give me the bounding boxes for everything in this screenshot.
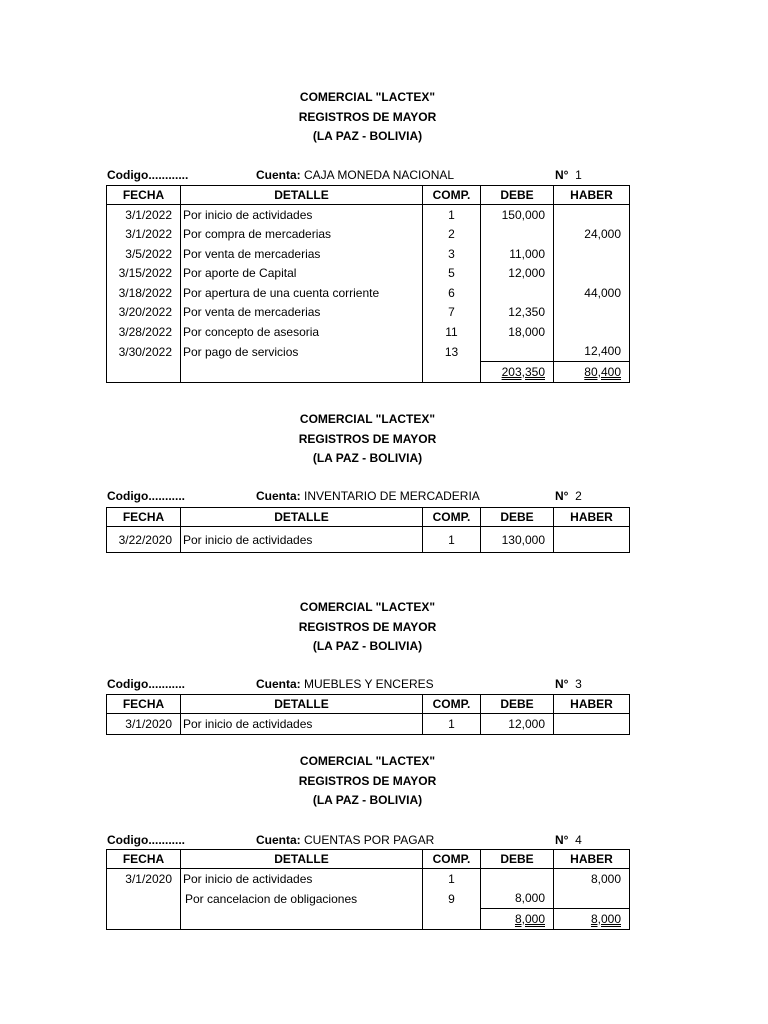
account-name: MUEBLES Y ENCERES	[304, 677, 434, 691]
table-row	[107, 527, 630, 553]
cell-detalle: Por venta de mercaderias	[181, 303, 423, 323]
total-haber	[554, 909, 630, 930]
cell-detalle: Por concepto de asesoria	[181, 322, 423, 342]
cuenta-label: Cuenta:	[256, 677, 301, 691]
cell-comp: 1	[423, 714, 481, 735]
cell-debe: 12,350	[481, 303, 554, 323]
codigo-label: Codigo...........	[107, 677, 185, 691]
cell-haber: 8,000	[554, 869, 630, 889]
number-label: N°	[555, 677, 569, 691]
cell-haber	[554, 527, 630, 553]
report-title: REGISTROS DE MAYOR	[298, 619, 437, 634]
report-location: (LA PAZ - BOLIVIA)	[312, 793, 423, 807]
cell-debe: 12,000	[481, 714, 554, 735]
cuenta-field	[256, 489, 480, 503]
company-name: COMERCIAL "LACTEX"	[299, 90, 436, 104]
codigo-label: Codigo...........	[107, 489, 185, 503]
table-row	[107, 889, 630, 909]
col-fecha: FECHA	[107, 186, 181, 205]
cell-fecha	[107, 889, 181, 909]
account-number-field	[555, 168, 582, 182]
col-detalle: DETALLE	[181, 186, 423, 205]
col-fecha: FECHA	[107, 695, 181, 714]
table-header-row	[107, 850, 630, 869]
cell-debe: 12,000	[481, 264, 554, 284]
cell-detalle: Por inicio de actividades	[181, 205, 423, 225]
cell-comp: 1	[423, 205, 481, 225]
col-comp: COMP.	[423, 695, 481, 714]
table-row	[107, 244, 630, 264]
cell-debe	[481, 342, 554, 362]
table-row	[107, 714, 630, 735]
company-name: COMERCIAL "LACTEX"	[299, 600, 436, 614]
col-detalle: DETALLE	[181, 850, 423, 869]
cell-fecha: 3/15/2022	[107, 264, 181, 284]
report-location: (LA PAZ - BOLIVIA)	[312, 451, 423, 465]
table-row	[107, 342, 630, 362]
company-name: COMERCIAL "LACTEX"	[299, 754, 436, 768]
cuenta-label: Cuenta:	[256, 489, 301, 503]
cell-debe: 8,000	[481, 889, 554, 909]
cell-haber	[554, 889, 630, 909]
col-comp: COMP.	[423, 850, 481, 869]
total-haber-value: 80,400	[584, 364, 621, 379]
col-debe: DEBE	[481, 508, 554, 527]
cell-detalle: Por inicio de actividades	[181, 527, 423, 553]
report-title: REGISTROS DE MAYOR	[298, 773, 437, 788]
col-comp: COMP.	[423, 508, 481, 527]
codigo-label: Codigo............	[107, 168, 189, 182]
cell-fecha: 3/5/2022	[107, 244, 181, 264]
cell-haber	[554, 264, 630, 284]
account-number: 3	[575, 677, 582, 691]
totals-row	[107, 362, 630, 383]
ledger-header	[106, 598, 629, 657]
cell-debe: 11,000	[481, 244, 554, 264]
report-location: (LA PAZ - BOLIVIA)	[312, 639, 423, 653]
table-header-row	[107, 186, 630, 205]
ledger-meta	[106, 833, 629, 849]
cell-comp: 1	[423, 527, 481, 553]
ledger-table	[106, 185, 630, 383]
totals-row	[107, 909, 630, 930]
table-row	[107, 283, 630, 303]
account-number: 1	[575, 168, 582, 182]
report-location: (LA PAZ - BOLIVIA)	[312, 129, 423, 143]
number-label: N°	[555, 489, 569, 503]
table-row	[107, 322, 630, 342]
cell-comp: 7	[423, 303, 481, 323]
ledger-meta	[106, 489, 629, 505]
total-debe-value: 203,350	[501, 364, 545, 379]
table-header-row	[107, 695, 630, 714]
cell-debe: 150,000	[481, 205, 554, 225]
cell-fecha: 3/20/2022	[107, 303, 181, 323]
cell-haber: 12,400	[554, 342, 630, 362]
cell-detalle: Por inicio de actividades	[181, 714, 423, 735]
cell-fecha: 3/28/2022	[107, 322, 181, 342]
col-detalle: DETALLE	[181, 508, 423, 527]
cell-comp: 3	[423, 244, 481, 264]
cuenta-field	[256, 833, 434, 847]
col-haber: HABER	[554, 695, 630, 714]
report-title: REGISTROS DE MAYOR	[298, 109, 437, 124]
account-name: INVENTARIO DE MERCADERIA	[304, 489, 480, 503]
table-header-row	[107, 508, 630, 527]
col-fecha: FECHA	[107, 850, 181, 869]
number-label: N°	[555, 833, 569, 847]
cell-detalle: Por apertura de una cuenta corriente	[181, 283, 423, 303]
cell-debe: 18,000	[481, 322, 554, 342]
cell-fecha: 3/1/2020	[107, 714, 181, 735]
cell-detalle: Por compra de mercaderias	[181, 225, 423, 245]
account-name: CUENTAS POR PAGAR	[304, 833, 435, 847]
total-debe-value: 8,000	[514, 911, 545, 926]
cell-haber	[554, 303, 630, 323]
cell-debe	[481, 225, 554, 245]
account-number: 2	[575, 489, 582, 503]
cell-fecha: 3/22/2020	[107, 527, 181, 553]
cuenta-label: Cuenta:	[256, 168, 301, 182]
cell-haber	[554, 205, 630, 225]
cell-debe	[481, 283, 554, 303]
total-debe	[481, 909, 554, 930]
account-number-field	[555, 677, 582, 691]
cell-fecha: 3/1/2022	[107, 225, 181, 245]
ledger-header	[106, 752, 629, 811]
cell-haber	[554, 714, 630, 735]
ledger-header	[106, 88, 629, 147]
account-number-field	[555, 489, 582, 503]
table-row	[107, 264, 630, 284]
report-title: REGISTROS DE MAYOR	[298, 431, 437, 446]
col-debe: DEBE	[481, 695, 554, 714]
table-row	[107, 205, 630, 225]
cell-detalle: Por pago de servicios	[181, 342, 423, 362]
cell-comp: 9	[423, 889, 481, 909]
col-haber: HABER	[554, 508, 630, 527]
cell-comp: 5	[423, 264, 481, 284]
cell-detalle: Por cancelacion de obligaciones	[181, 889, 423, 909]
cell-detalle: Por venta de mercaderias	[181, 244, 423, 264]
cuenta-field	[256, 168, 454, 182]
cuenta-field	[256, 677, 434, 691]
col-fecha: FECHA	[107, 508, 181, 527]
table-row	[107, 225, 630, 245]
cell-debe	[481, 869, 554, 889]
cell-fecha: 3/30/2022	[107, 342, 181, 362]
col-haber: HABER	[554, 850, 630, 869]
col-comp: COMP.	[423, 186, 481, 205]
cell-debe: 130,000	[481, 527, 554, 553]
ledger-meta	[106, 677, 629, 693]
cell-fecha: 3/1/2020	[107, 869, 181, 889]
total-debe	[481, 362, 554, 383]
account-name: CAJA MONEDA NACIONAL	[304, 168, 455, 182]
ledger-table	[106, 694, 630, 735]
cell-detalle: Por aporte de Capital	[181, 264, 423, 284]
total-haber	[554, 362, 630, 383]
company-name: COMERCIAL "LACTEX"	[299, 412, 436, 426]
cell-comp: 13	[423, 342, 481, 362]
cell-comp: 6	[423, 283, 481, 303]
col-haber: HABER	[554, 186, 630, 205]
number-label: N°	[555, 168, 569, 182]
table-row	[107, 303, 630, 323]
col-debe: DEBE	[481, 186, 554, 205]
cell-haber	[554, 322, 630, 342]
cuenta-label: Cuenta:	[256, 833, 301, 847]
cell-haber	[554, 244, 630, 264]
account-number-field	[555, 833, 582, 847]
cell-fecha: 3/18/2022	[107, 283, 181, 303]
ledger-table	[106, 507, 630, 553]
cell-comp: 1	[423, 869, 481, 889]
ledger-header	[106, 410, 629, 469]
cell-fecha: 3/1/2022	[107, 205, 181, 225]
total-haber-value: 8,000	[590, 911, 621, 926]
account-number: 4	[575, 833, 582, 847]
codigo-label: Codigo...........	[107, 833, 185, 847]
col-debe: DEBE	[481, 850, 554, 869]
cell-comp: 11	[423, 322, 481, 342]
cell-haber: 44,000	[554, 283, 630, 303]
ledger-table	[106, 849, 630, 930]
cell-haber: 24,000	[554, 225, 630, 245]
ledger-meta	[106, 168, 629, 184]
cell-comp: 2	[423, 225, 481, 245]
table-row	[107, 869, 630, 889]
cell-detalle: Por inicio de actividades	[181, 869, 423, 889]
col-detalle: DETALLE	[181, 695, 423, 714]
